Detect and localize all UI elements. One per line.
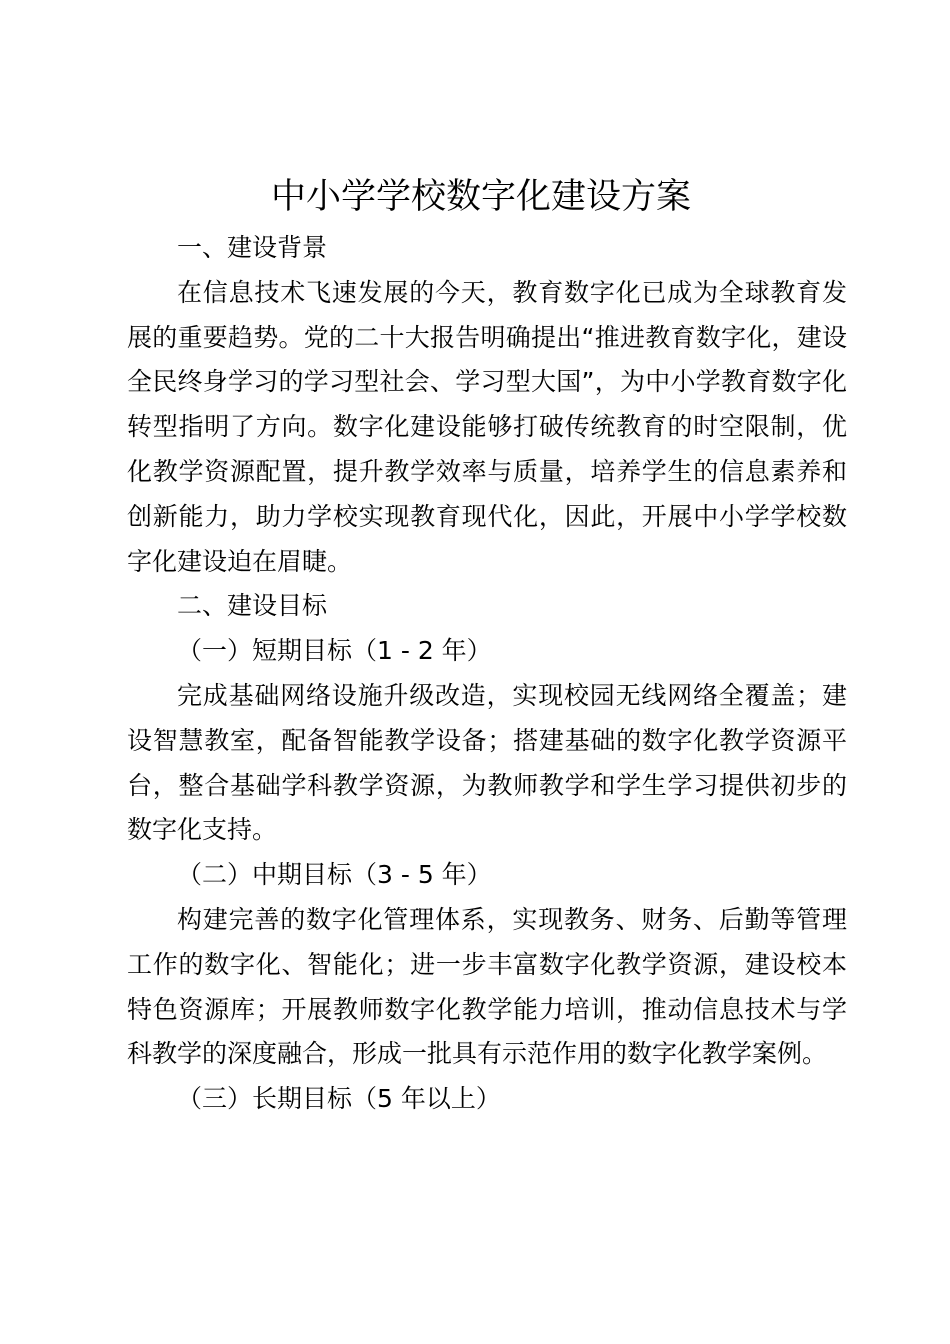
paragraph-short-term-goal: 完成基础网络设施升级改造，实现校园无线网络全覆盖；建设智慧教室，配备智能教学设备；搭建基础的数字化教学资源平台，整合基础学科教学资源，为教师教学和学生学习提供初步的数字化支持。 [127,680,847,845]
section-heading-goals: 二、建设目标 [177,591,328,621]
section-heading-background: 一、建设背景 [177,233,328,262]
document-body [127,226,847,1122]
subheading-long-term-goal: （三）长期目标（5 年以上） [177,1084,501,1114]
subheading-mid-term-goal: （二）中期目标（3 - 5 年） [177,860,492,890]
document-title: 中小学学校数字化建设方案 [270,177,691,217]
paragraph-mid-term-goal: 构建完善的数字化管理体系，实现教务、财务、后勤等管理工作的数字化、智能化；进一步丰富数字化教学资源，建设校本特色资源库；开展教师数字化教学能力培训，推动信息技术与学科教学的深度融合，形成一批具有示范作用的数字化教学案例。 [127,904,847,1069]
paragraph-background: 在信息技术飞速发展的今天，教育数字化已成为全球教育发展的重要趋势。党的二十大报告明确提出“推进教育数字化，建设全民终身学习的学习型社会、学习型大国”，为中小学教育数字化转型指明了方向。数字化建设能够打破传统教育的时空限制，优化教学资源配置，提升教学效率与质量，培养学生的信息素养和创新能力，助力学校实现教育现代化，因此，开展中小学学校数字化建设迫在眉睫。 [127,277,847,576]
subheading-short-term-goal: （一）短期目标（1 - 2 年） [177,636,492,666]
